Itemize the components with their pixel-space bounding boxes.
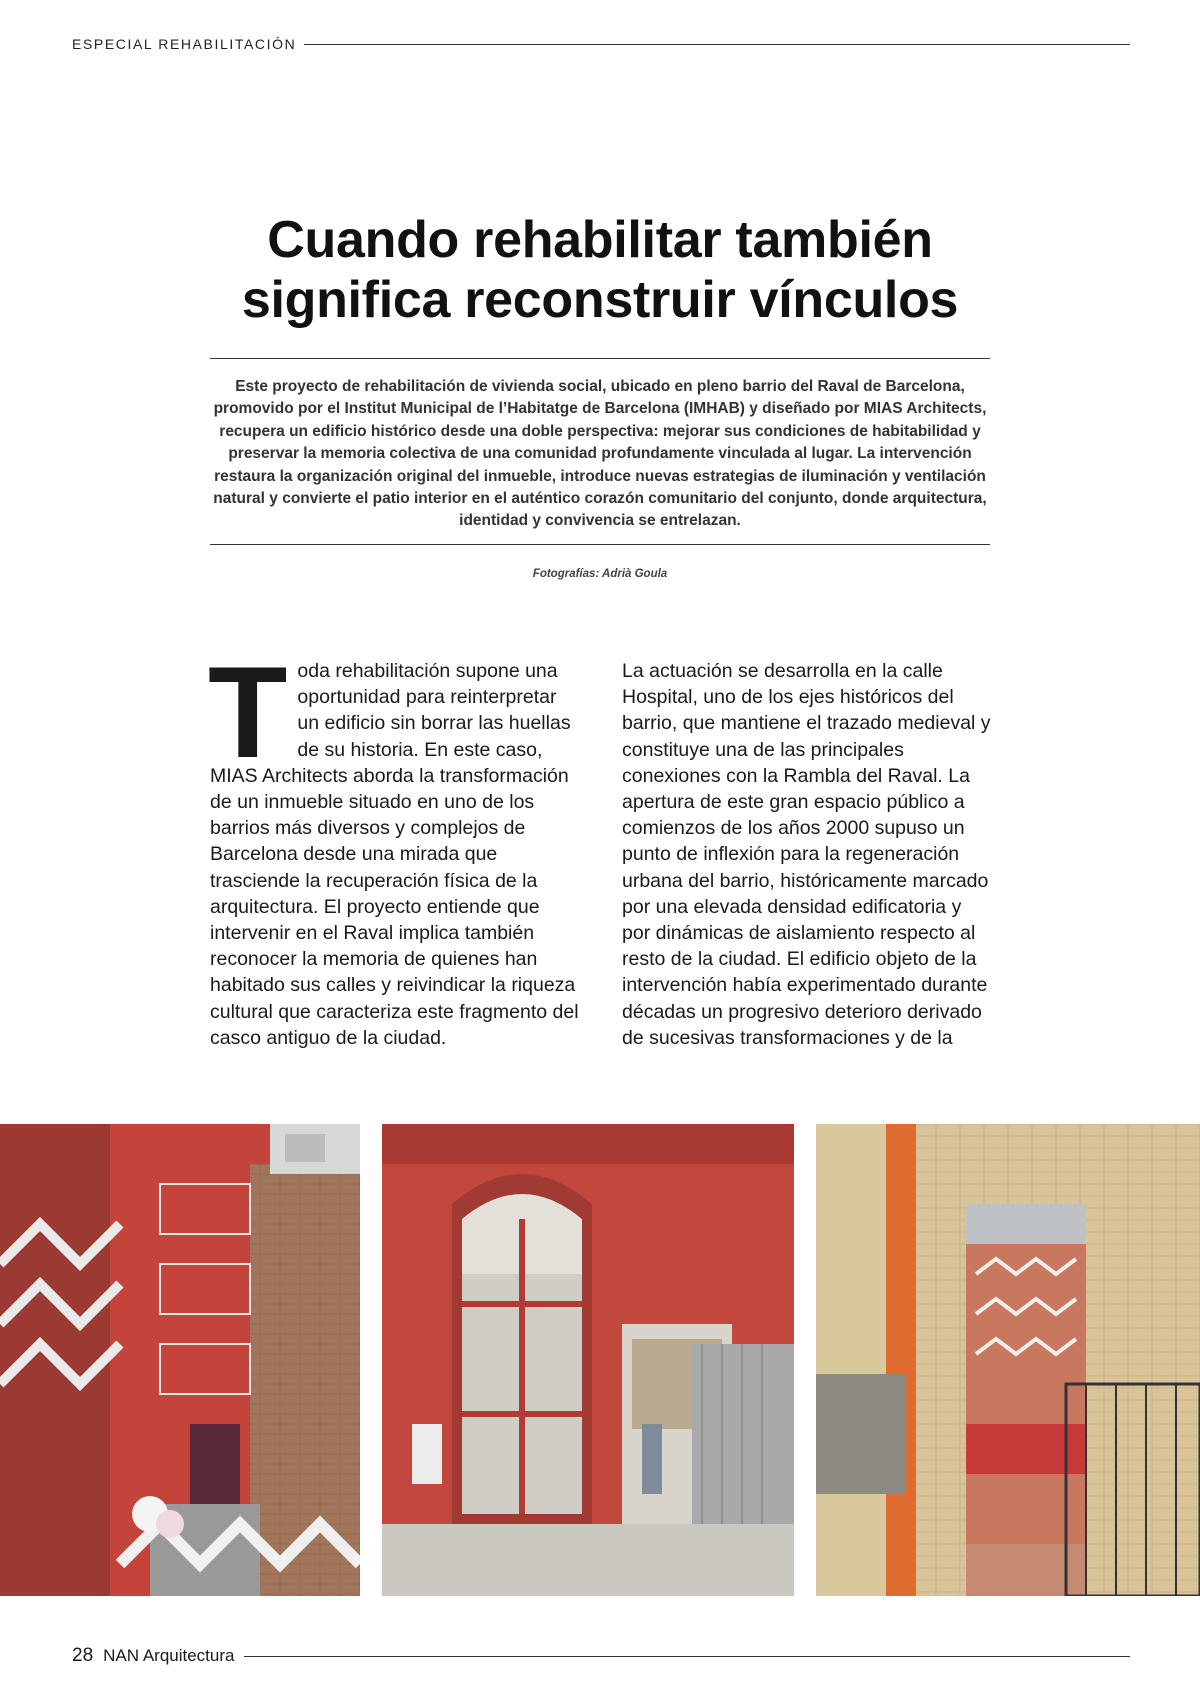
publication-name: NAN Arquitectura (103, 1646, 235, 1665)
title-line-2: significa reconstruir vínculos (241, 271, 959, 329)
photo-credit: Fotografías: Adrià Goula (532, 568, 668, 580)
patio-courtyard-photo (0, 1124, 360, 1596)
body-column-right: La actuación se desarrolla en la calle Hospital, uno de los ejes históricos del barrio, que mantiene el trazado medieval y constituye una de las principales conexiones con la Rambla del Raval. La apertura de este gran espacio público a comienzos de los años 2000 supuso un punto de inflexión para la regeneración urbana del barrio, históricamente marcado por una elevada densidad edificatoria y por dinámicas de aislamiento respecto al resto de la ciudad. El edificio objeto de la intervención había experimentado durante décadas un progresivo deterioro derivado de sucesivas transformaciones y de la (622, 660, 991, 1049)
header-divider (304, 44, 1130, 45)
body-left-text: oda rehabilitación supone una oportunidad para reinterpretar un edificio sin borrar las huellas de su historia. En este caso, MIAS Architects aborda la transformación de un inmueble situado en uno de los barrios más diversos y complejos de Barcelona desde una mirada que trasciende la recuperación física de la arquitectura. El proyecto entiende que intervenir en el Raval implica también reconocer la memoria de quienes han habitado sus calles y reivindicar la riqueza cultural que caracteriza este fragmento del casco antiguo de la ciudad. (210, 660, 579, 1049)
stair-window-photo (816, 1124, 1200, 1596)
article-lead: Este proyecto de rehabilitación de vivienda social, ubicado en pleno barrio del Raval de Barcelona, promovido por el Institut Municipal de l’Habitatge de Barcelona (IMHAB) y diseñado por MIAS Architects, recupera un edificio histórico desde una doble perspectiva: mejorar sus condiciones de habitabilidad y preservar la memoria colectiva de una comunidad profundamente vinculada al lugar. La intervención restaura la organización original del inmueble, introduce nuevas estrategias de iluminación y ventilación natural y convierte el patio interior en el auténtico corazón comunitario del conjunto, donde arquitectura, identidad y convivencia se entrelazan. (213, 378, 987, 530)
lead-bottom-divider (210, 544, 990, 545)
title-line-1: Cuando rehabilitar también (267, 211, 933, 269)
section-label: ESPECIAL REHABILITACIÓN (72, 36, 297, 52)
body-column-left (208, 639, 582, 1051)
drop-cap: T (208, 639, 288, 785)
lead-top-divider (210, 358, 990, 359)
page-number: 28 (72, 1645, 94, 1666)
entrance-door-photo (382, 1124, 794, 1596)
article-title (100, 210, 1100, 330)
page-footer (72, 1644, 1130, 1668)
footer-divider (244, 1656, 1130, 1657)
section-header (72, 34, 1130, 54)
